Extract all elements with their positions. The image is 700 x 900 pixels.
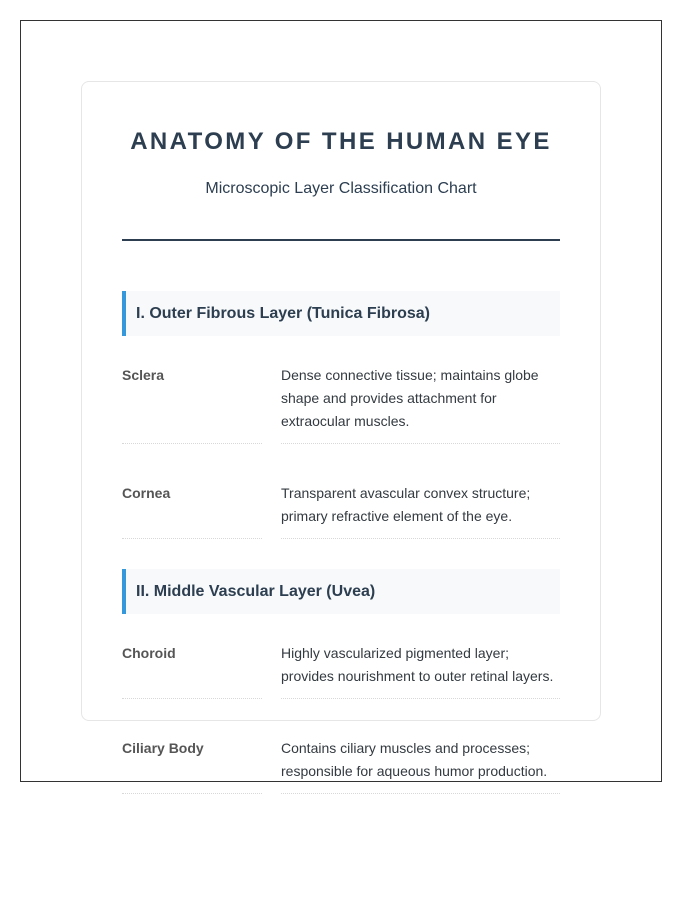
section-middle-vascular-layer [122,569,560,794]
entry-cornea [122,474,560,539]
entry-label: Ciliary Body [122,729,262,794]
entry-label: Sclera [122,356,262,444]
entry-description: Contains ciliary muscles and processes; responsible for aqueous humor production. [281,729,560,794]
entry-description: Highly vascularized pigmented layer; provides nourishment to outer retinal layers. [281,634,560,699]
section-heading: II. Middle Vascular Layer (Uvea) [122,569,560,614]
section-heading: I. Outer Fibrous Layer (Tunica Fibrosa) [122,291,560,336]
title-divider [122,239,560,241]
page-title: ANATOMY OF THE HUMAN EYE [130,128,552,155]
entry-ciliary-body [122,729,560,794]
entry-list [122,356,560,539]
entry-list [122,634,560,794]
entry-choroid [122,634,560,699]
chart-card [81,81,601,779]
entry-description: Dense connective tissue; maintains globe shape and provides attachment for extraocular muscles. [281,356,560,444]
entry-label: Choroid [122,634,262,699]
page-subtitle: Microscopic Layer Classification Chart [205,180,477,197]
entry-sclera [122,356,560,444]
card-content [122,82,560,794]
section-outer-fibrous-layer [122,291,560,539]
entry-label: Cornea [122,474,262,539]
entry-description: Transparent avascular convex structure; primary refractive element of the eye. [281,474,560,539]
